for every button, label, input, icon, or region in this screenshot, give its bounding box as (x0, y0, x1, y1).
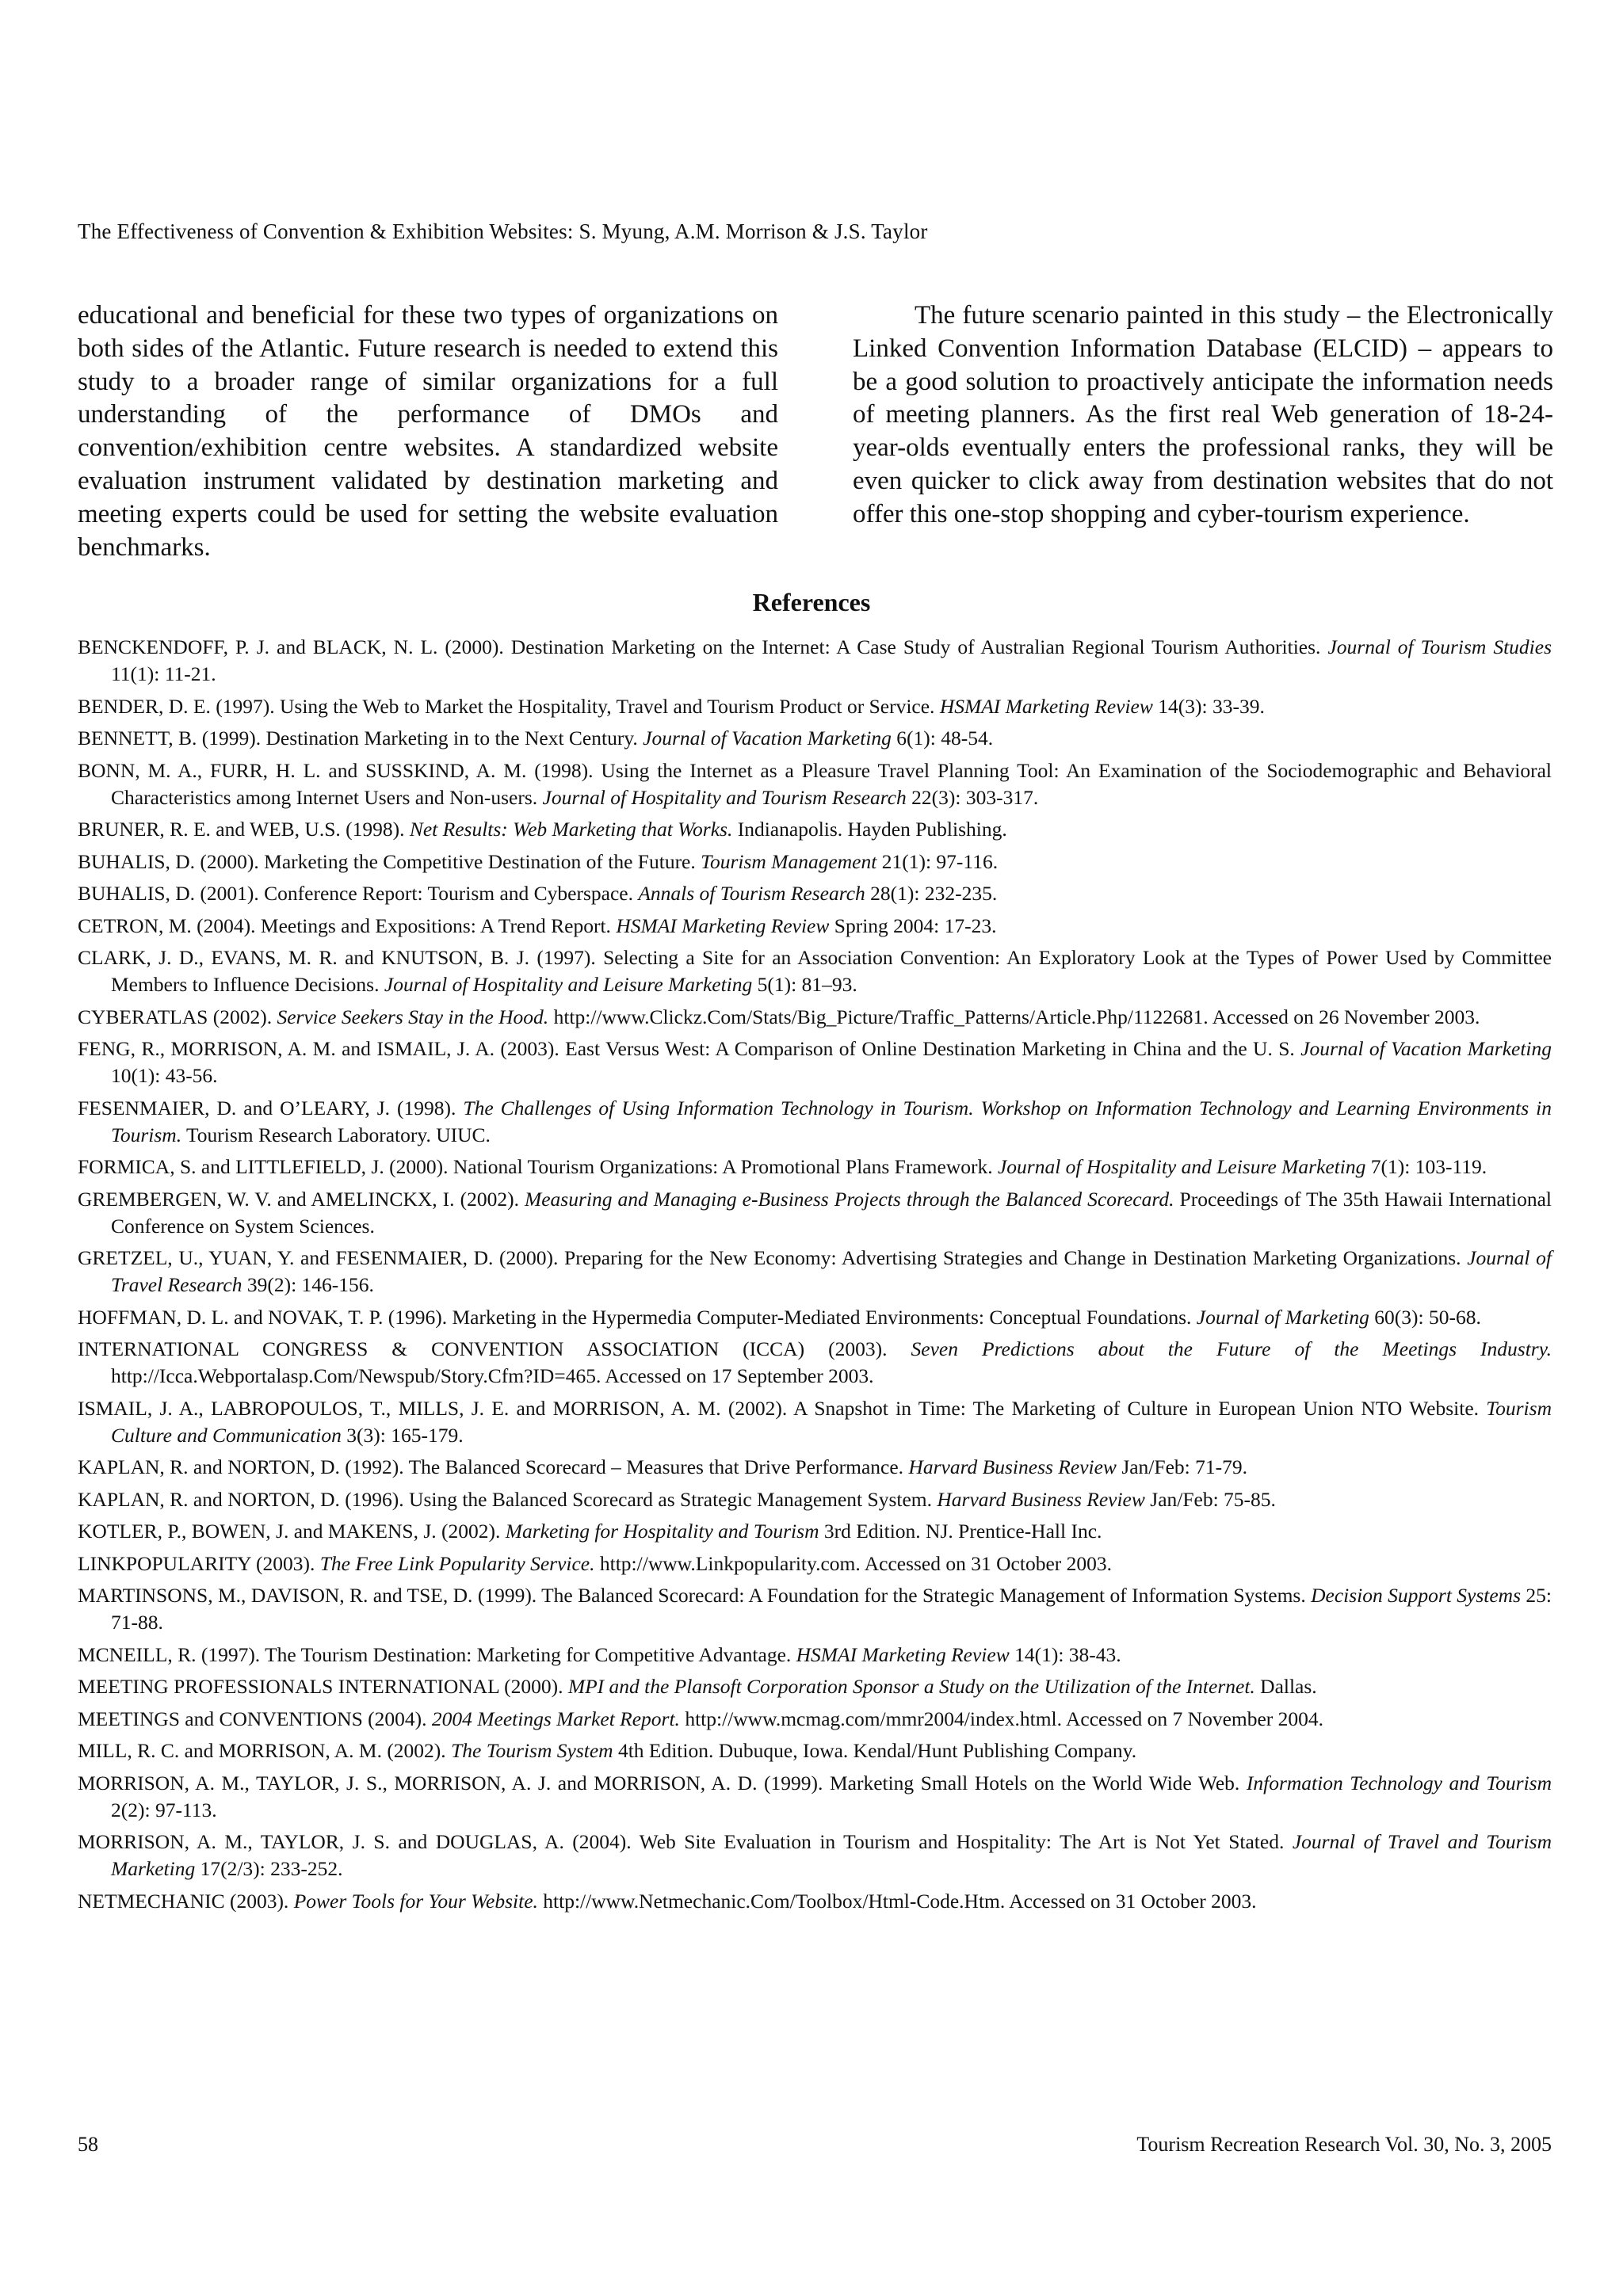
reference-source: Journal of Marketing (1196, 1305, 1369, 1329)
reference-details: 21(1): 97-116. (876, 849, 999, 873)
reference-source: Decision Support Systems (1311, 1584, 1522, 1607)
reference-source: Harvard Business Review (908, 1455, 1117, 1478)
reference-entry (78, 1004, 1552, 1031)
reference-entry (78, 816, 1552, 843)
reference-text: MORRISON, A. M., TAYLOR, J. S. and DOUGLAS, A. (2004). Web Site Evaluation in Tourism and Hospitality: The Art is Not Yet Stated. (78, 1830, 1293, 1853)
reference-entry (78, 1486, 1552, 1513)
references-heading: References (752, 588, 871, 616)
reference-source: Information Technology and Tourism (1246, 1771, 1552, 1794)
reference-source: Journal of Vacation Marketing (643, 727, 892, 749)
reference-text: GREMBERGEN, W. V. and AMELINCKX, I. (2002). (78, 1187, 525, 1211)
reference-source: Power Tools for Your Website. (293, 1889, 538, 1913)
reference-source: 2004 Meetings Market Report. (431, 1707, 680, 1730)
reference-source: HSMAI Marketing Review (796, 1642, 1010, 1666)
reference-details: 14(3): 33-39. (1152, 694, 1265, 718)
reference-text: KOTLER, P., BOWEN, J. and MAKENS, J. (2002). (78, 1520, 506, 1543)
reference-details: 60(3): 50-68. (1369, 1305, 1481, 1329)
reference-details: 5(1): 81–93. (752, 973, 857, 996)
reference-details: http://www.Netmechanic.Com/Toolbox/Html-Code.Htm. Accessed on 31 October 2003. (537, 1889, 1257, 1913)
reference-source: Net Results: Web Marketing that Works. (409, 818, 733, 841)
reference-source: MPI and the Plansoft Corporation Sponsor a Study on the Utilization of the Internet. (567, 1675, 1255, 1698)
reference-details: 28(1): 232-235. (865, 882, 998, 905)
reference-entry (78, 1673, 1552, 1700)
reference-source: The Challenges of Using Information Technology in Tourism. Workshop on Information Technology and Learning Environments in Tourism. (111, 1096, 1552, 1146)
reference-entry (78, 1035, 1552, 1089)
reference-details: 39(2): 146-156. (242, 1273, 374, 1296)
reference-details: 22(3): 303-317. (906, 785, 1039, 809)
reference-details: http://www.Clickz.Com/Stats/Big_Picture/Traffic_Patterns/Article.Php/1122681. Accessed on 26 November 2003. (548, 1005, 1480, 1028)
reference-entry (78, 1737, 1552, 1764)
reference-text: BUHALIS, D. (2001). Conference Report: Tourism and Cyberspace. (78, 882, 639, 905)
reference-entry (78, 1829, 1552, 1882)
reference-source: Harvard Business Review (937, 1487, 1145, 1511)
reference-entry (78, 1706, 1552, 1733)
reference-source: Journal of Travel and Tourism Marketing (111, 1830, 1552, 1880)
reference-entry (78, 1582, 1552, 1636)
reference-details: 10(1): 43-56. (111, 1064, 218, 1087)
reference-entry (78, 1095, 1552, 1149)
reference-entry (78, 913, 1552, 940)
reference-details: 14(1): 38-43. (1009, 1642, 1121, 1666)
references-list (78, 634, 1552, 1920)
reference-entry (78, 1154, 1552, 1180)
reference-text: CYBERATLAS (2002). (78, 1005, 277, 1028)
reference-text: MARTINSONS, M., DAVISON, R. and TSE, D. (1999). The Balanced Scorecard: A Foundation for the Strategic Management of Information Systems. (78, 1584, 1312, 1607)
reference-source: HSMAI Marketing Review (616, 913, 830, 937)
reference-entry (78, 1518, 1552, 1545)
reference-details: Dallas. (1254, 1675, 1317, 1698)
reference-details: 25: 71-88. (111, 1584, 1552, 1634)
reference-entry (78, 1454, 1552, 1481)
reference-details: Jan/Feb: 71-79. (1116, 1455, 1247, 1478)
reference-text: BUHALIS, D. (2000). Marketing the Competitive Destination of the Future. (78, 849, 701, 873)
reference-details: Spring 2004: 17-23. (829, 913, 997, 937)
reference-entry (78, 849, 1552, 875)
reference-entry (78, 880, 1552, 907)
reference-text: CETRON, M. (2004). Meetings and Expositions: A Trend Report. (78, 913, 617, 937)
reference-text: BENDER, D. E. (1997). Using the Web to Market the Hospitality, Travel and Tourism Product or Service. (78, 694, 940, 718)
reference-text: CLARK, J. D., EVANS, M. R. and KNUTSON, B. J. (1997). Selecting a Site for an Association Convention: An Exploratory Look at the Types of Power Used by Committee Members to Influence Decisions. (78, 946, 1552, 996)
page-number: 58 (78, 2133, 98, 2156)
reference-text: ISMAIL, J. A., LABROPOULOS, T., MILLS, J. E. and MORRISON, A. M. (2002). A Snapshot in Time: The Marketing of Culture in European Union NTO Website. (78, 1396, 1487, 1420)
reference-entry (78, 634, 1552, 688)
body-paragraph-right: The future scenario painted in this study – the Electronically Linked Convention Information Database (ELCID) – appears to be a good solution to proactively anticipate the information needs of meeting planners. As the first real Web generation of 18-24-year-olds eventually enters the professional ranks, they will be even quicker to click away from destination websites that do not offer this one-stop shopping and cyber-tourism experience. (853, 301, 1553, 528)
reference-text: BONN, M. A., FURR, H. L. and SUSSKIND, A. M. (1998). Using the Internet as a Pleasure Travel Planning Tool: An Examination of the Sociodemographic and Behavioral Characteristics among Internet Users and Non-users. (78, 758, 1552, 809)
reference-text: MEETING PROFESSIONALS INTERNATIONAL (2000). (78, 1675, 568, 1698)
reference-entry (78, 757, 1552, 811)
reference-details: 3rd Edition. NJ. Prentice-Hall Inc. (819, 1520, 1102, 1543)
reference-entry (78, 1888, 1552, 1915)
reference-source: Journal of Tourism Studies (1327, 635, 1552, 658)
reference-text: BENNETT, B. (1999). Destination Marketing in to the Next Century. (78, 727, 643, 749)
reference-text: KAPLAN, R. and NORTON, D. (1996). Using the Balanced Scorecard as Strategic Management System. (78, 1487, 938, 1511)
reference-source: The Tourism System (451, 1739, 613, 1762)
reference-source: Journal of Travel Research (111, 1246, 1552, 1296)
reference-text: HOFFMAN, D. L. and NOVAK, T. P. (1996). Marketing in the Hypermedia Computer-Mediated Environments: Conceptual Foundations. (78, 1305, 1197, 1329)
reference-text: INTERNATIONAL CONGRESS & CONVENTION ASSOCIATION (ICCA) (2003). (78, 1337, 911, 1360)
reference-source: Service Seekers Stay in the Hood. (277, 1005, 549, 1028)
reference-source: Measuring and Managing e-Business Projects through the Balanced Scorecard. (524, 1187, 1174, 1211)
reference-entry (78, 944, 1552, 998)
reference-details: Proceedings of The 35th Hawaii International Conference on System Sciences. (111, 1187, 1552, 1238)
reference-details: 4th Edition. Dubuque, Iowa. Kendal/Hunt Publishing Company. (613, 1739, 1137, 1762)
reference-source: Annals of Tourism Research (638, 882, 865, 905)
reference-source: Tourism Culture and Communication (111, 1396, 1552, 1447)
reference-details: http://www.Linkpopularity.com. Accessed on 31 October 2003. (594, 1551, 1113, 1575)
reference-text: MEETINGS and CONVENTIONS (2004). (78, 1707, 432, 1730)
reference-text: NETMECHANIC (2003). (78, 1889, 294, 1913)
reference-source: Seven Predictions about the Future of the Meetings Industry. (911, 1337, 1552, 1360)
reference-details: 3(3): 165-179. (341, 1423, 464, 1447)
reference-details: 6(1): 48-54. (891, 727, 994, 749)
reference-source: Tourism Management (701, 849, 877, 873)
reference-entry (78, 1642, 1552, 1669)
reference-entry (78, 1245, 1552, 1299)
reference-source: Journal of Vacation Marketing (1300, 1037, 1552, 1060)
reference-details: http://www.mcmag.com/mmr2004/index.html. Accessed on 7 November 2004. (679, 1707, 1324, 1730)
reference-text: FORMICA, S. and LITTLEFIELD, J. (2000). National Tourism Organizations: A Promotional Plans Framework. (78, 1155, 998, 1178)
reference-text: MCNEILL, R. (1997). The Tourism Destination: Marketing for Competitive Advantage. (78, 1642, 796, 1666)
reference-entry (78, 1395, 1552, 1449)
reference-entry (78, 1304, 1552, 1331)
reference-text: FESENMAIER, D. and O’LEARY, J. (1998). (78, 1096, 464, 1119)
body-paragraph-left: educational and beneficial for these two types of organizations on both sides of the Atlantic. Future research is needed to extend this study to a broader range of similar organizations for a full understanding of the performance of DMOs and convention/exhibition centre websites. A standardized website evaluation instrument validated by destination marketing and meeting experts could be used for setting the website evaluation benchmarks. (78, 301, 778, 562)
reference-text: GRETZEL, U., YUAN, Y. and FESENMAIER, D. (2000). Preparing for the New Economy: Advertising Strategies and Change in Destination Marketing Organizations. (78, 1246, 1468, 1269)
reference-text: KAPLAN, R. and NORTON, D. (1992). The Balanced Scorecard – Measures that Drive Performance. (78, 1455, 909, 1478)
reference-details: 11(1): 11-21. (111, 662, 216, 685)
reference-source: The Free Link Popularity Service. (319, 1551, 595, 1575)
reference-source: HSMAI Marketing Review (939, 694, 1153, 718)
reference-details: http://Icca.Webportalasp.Com/Newspub/Story.Cfm?ID=465. Accessed on 17 September 2003. (111, 1364, 874, 1387)
reference-source: Journal of Hospitality and Tourism Research (542, 785, 907, 809)
reference-details: Tourism Research Laboratory. UIUC. (181, 1123, 491, 1146)
reference-text: BRUNER, R. E. and WEB, U.S. (1998). (78, 818, 410, 841)
reference-text: MILL, R. C. and MORRISON, A. M. (2002). (78, 1739, 452, 1762)
running-head: The Effectiveness of Convention & Exhibition Websites: S. Myung, A.M. Morrison & J.S. Taylor (78, 219, 928, 243)
reference-text: FENG, R., MORRISON, A. M. and ISMAIL, J. A. (2003). East Versus West: A Comparison of Online Destination Marketing in China and the U. S. (78, 1037, 1301, 1060)
reference-entry (78, 725, 1552, 752)
reference-details: Jan/Feb: 75-85. (1144, 1487, 1276, 1511)
reference-details: Indianapolis. Hayden Publishing. (732, 818, 1007, 841)
reference-details: 2(2): 97-113. (111, 1798, 217, 1821)
reference-source: Journal of Hospitality and Leisure Marketing (997, 1155, 1366, 1178)
journal-footer: Tourism Recreation Research Vol. 30, No. 3, 2005 (1136, 2133, 1552, 2156)
reference-entry (78, 1550, 1552, 1577)
reference-text: BENCKENDOFF, P. J. and BLACK, N. L. (2000). Destination Marketing on the Internet: A Case Study of Australian Regional Tourism Authorities. (78, 635, 1328, 658)
reference-text: LINKPOPULARITY (2003). (78, 1551, 320, 1575)
reference-source: Journal of Hospitality and Leisure Marketing (384, 973, 753, 996)
reference-source: Marketing for Hospitality and Tourism (505, 1520, 819, 1543)
reference-details: 17(2/3): 233-252. (195, 1857, 343, 1880)
reference-text: MORRISON, A. M., TAYLOR, J. S., MORRISON, A. J. and MORRISON, A. D. (1999). Marketing Small Hotels on the World Wide Web. (78, 1771, 1247, 1794)
reference-entry (78, 1770, 1552, 1824)
reference-entry (78, 1336, 1552, 1390)
reference-details: 7(1): 103-119. (1365, 1155, 1487, 1178)
reference-entry (78, 1186, 1552, 1240)
reference-entry (78, 693, 1552, 720)
